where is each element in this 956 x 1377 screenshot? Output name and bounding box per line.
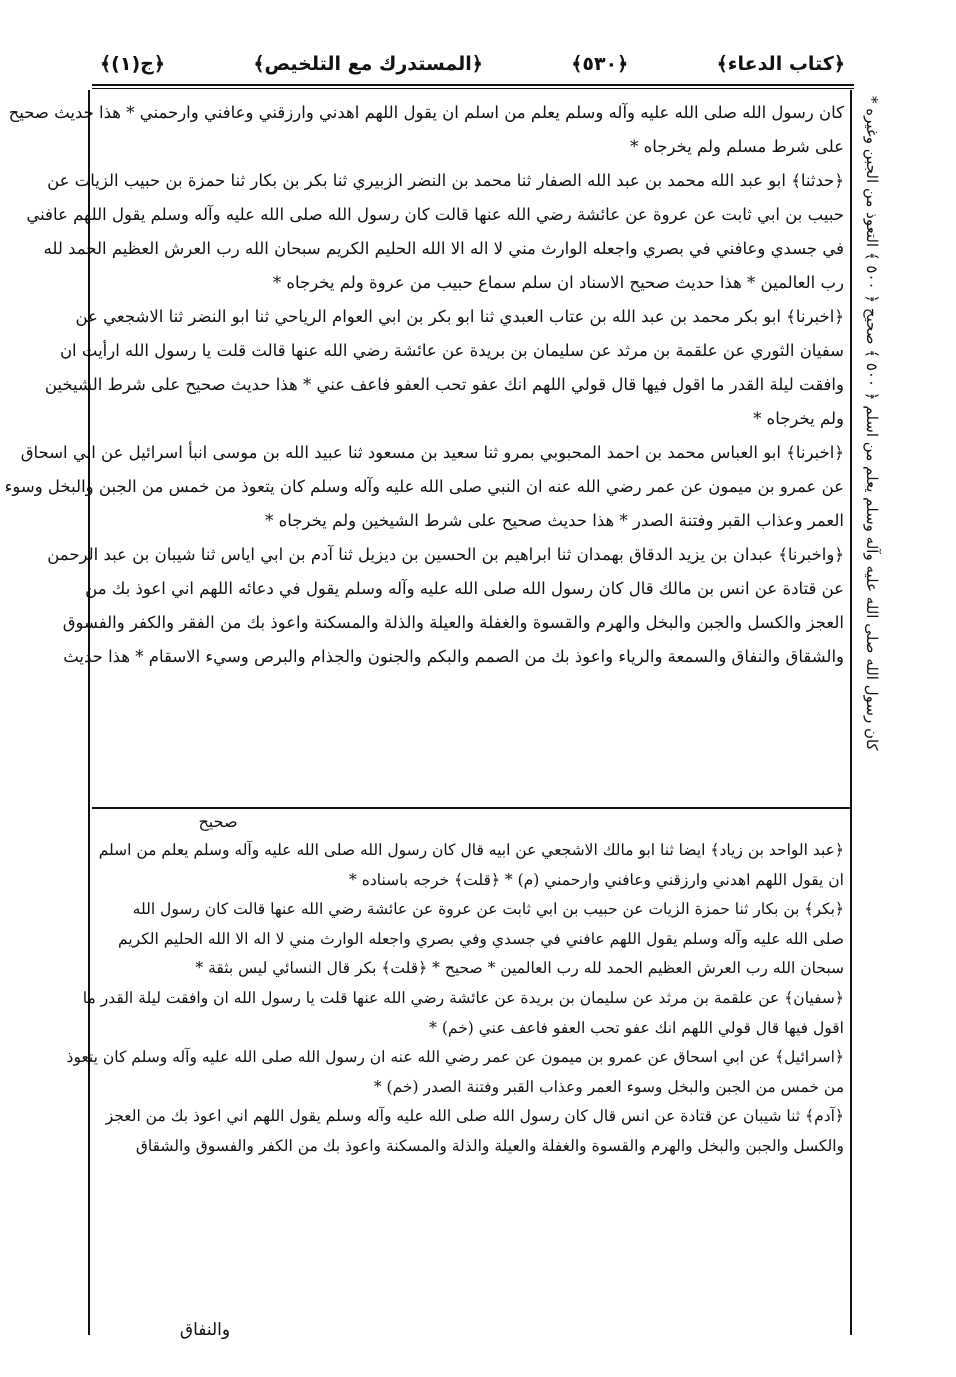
main-text <box>4 96 844 674</box>
header-volume: ﴿ج(١)﴾ <box>100 53 165 75</box>
talkhis-line: ﴿بكر﴾ بن بكار ثنا حمزة الزيات عن حبيب بن ابي ثابت عن عروة عن عائشة رضي الله عنها قالت كان رسول الله <box>132 900 844 919</box>
talkhis-line: سبحان الله رب العرش العظيم الحمد لله رب العالمين * صحيح * ﴿قلت﴾ بكر قال النسائي ليس بثقة * <box>195 959 844 978</box>
main-line: العمر وعذاب القبر وفتنة الصدر * هذا حديث صحيح على شرط الشيخين ولم يخرجاه * <box>265 511 844 530</box>
main-line: ﴿واخبرنا﴾ عبدان بن يزيد الدقاق بهمدان ثنا ابراهيم بن الحسين بن ديزيل ثنا آدم بن ابي اياس ثنا شيبان بن عبد الرحمن <box>47 545 844 564</box>
talkhis-line: اقول فيها قال قولي اللهم انك عفو تحب العفو فاعف عني (خم) * <box>429 1018 844 1037</box>
talkhis-line: من خمس من الجبن والبخل وسوء العمر وعذاب القبر وفتنة الصدر (خم) * <box>373 1077 844 1096</box>
talkhis-line: ﴿اسرائيل﴾ عن ابي اسحاق عن عمرو بن ميمون عن عمر رضي الله عنه ان رسول الله صلى الله عليه وآله وسلم كان يتعوذ <box>66 1048 844 1067</box>
talkhis-line: والكسل والجبن والبخل والهرم والقسوة والغفلة والعيلة والذلة والمسكنة واعوذ بك من الكفر والفسوق والشقاق <box>135 1136 844 1155</box>
main-line: في جسدي وعافني في بصري واجعله الوارث مني لا اله الا الله الحليم الكريم سبحان الله رب العرش العظيم الحمد لله <box>43 239 844 258</box>
main-line: عن عمرو بن ميمون عن عمر رضي الله عنه ان النبي صلى الله عليه وآله وسلم كان يتعوذ من خمس من الجبن والبخل وسوء <box>4 477 844 496</box>
main-line: على شرط مسلم ولم يخرجاه * <box>630 137 844 156</box>
main-line: عن قتادة عن انس بن مالك قال كان رسول الله صلى الله عليه وآله وسلم يقول في دعائه اللهم اني اعوذ بك من <box>85 579 844 598</box>
page-header <box>100 46 845 82</box>
sahih-catchword: صحيح <box>198 812 238 831</box>
header-rule <box>92 84 854 86</box>
talkhis-line: ﴿آدم﴾ ثنا شيبان عن قتادة عن انس قال كان رسول الله صلى الله عليه وآله وسلم يقول اللهم اني اعوذ بك من العجز <box>105 1107 844 1126</box>
talkhis-line: ان يقول اللهم اهدني وارزقني وعافني وارحمني (م) * ﴿قلت﴾ خرجه باسناده * <box>349 870 844 889</box>
header-page-number: ﴿٥٣٠﴾ <box>571 53 629 75</box>
header-rule-thin <box>92 88 854 89</box>
talkhis-line: صلى الله عليه وآله وسلم يقول اللهم عافني في جسدي وفي بصري واجعله الوارث مني لا اله الا الله الحليم الكريم <box>118 929 844 948</box>
main-line: ﴿حدثنا﴾ ابو عبد الله محمد بن عبد الله الصفار ثنا محمد بن النضر الزبيري ثنا بكر بن بكار ثنا حمزة بن حبيب الزيات عن <box>47 171 844 190</box>
section-divider <box>92 807 850 809</box>
talkhis-text <box>66 836 844 1162</box>
main-line: كان رسول الله صلى الله عليه وآله وسلم يعلم من اسلم ان يقول اللهم اهدني وارزقني وعافني وارحمني * هذا حديث صحيح <box>8 103 844 122</box>
header-book: ﴿كتاب الدعاء﴾ <box>716 53 845 75</box>
footer-catchword: والنفاق <box>179 1320 231 1340</box>
main-line: العجز والكسل والجبن والبخل والهرم والقسوة والغفلة والعيلة والذلة والمسكنة واعوذ بك من الفقر والكفر والفسوق <box>62 613 844 632</box>
frame-right-border <box>850 90 852 1335</box>
main-line: رب العالمين * هذا حديث صحيح الاسناد ان سلم سماع حبيب من عروة ولم يخرجاه * <box>272 273 844 292</box>
main-line: سفيان الثوري عن علقمة بن مرثد عن سليمان بن بريدة عن عائشة رضي الله عنها قالت قلت يا رسول الله ارأيت ان <box>59 341 844 360</box>
talkhis-line: ﴿عبد الواحد بن زياد﴾ ايضا ثنا ابو مالك الاشجعي عن ابيه قال كان رسول الله صلى الله عليه وآله وسلم يعلم من اسلم <box>98 841 844 859</box>
frame-left-border <box>88 90 90 1335</box>
margin-note <box>855 96 895 836</box>
talkhis-line: ﴿سفيان﴾ عن علقمة بن مرثد عن سليمان بن بريدة عن عائشة رضي الله عنها قلت يا رسول الله ان وافقت ليلة القدر ما <box>82 988 844 1007</box>
main-line: ﴿اخبرنا﴾ ابو العباس محمد بن احمد المحبوبي بمرو ثنا سعيد بن مسعود ثنا عبيد الله بن موسى انبأ اسرائيل عن ابي اسحاق <box>20 443 844 462</box>
margin-note-text: كان رسول الله صلى الله عليه وآله وسلم يعلم من اسلم ﴿ ٥٠٠ ﴾ صحيح ﴿ ٥٠٠ ﴾ التعوذ من الجبن وغيره * <box>863 96 881 751</box>
main-line: والشقاق والنفاق والسمعة والرياء واعوذ بك من الصمم والبكم والجنون والجذام والبرص وسيء الاسقام * هذا حديث <box>63 647 844 666</box>
main-line: ﴿اخبرنا﴾ ابو بكر محمد بن عبد الله بن عتاب العبدي ثنا ابو بكر بن ابي العوام الرياحي ثنا ابو النضر ثنا الاشجعي عن <box>75 307 844 326</box>
main-line: حبيب بن ابي ثابت عن عروة عن عائشة رضي الله عنها قالت كان رسول الله صلى الله عليه وآله وسلم يقول اللهم عافني <box>26 205 844 224</box>
main-line: ولم يخرجاه * <box>753 409 844 428</box>
main-line: وافقت ليلة القدر ما اقول فيها قال قولي اللهم انك عفو تحب العفو فاعف عني * هذا حديث صحيح على شرط الشيخين <box>44 375 844 394</box>
header-title: ﴿المستدرك مع التلخيص﴾ <box>253 53 483 75</box>
